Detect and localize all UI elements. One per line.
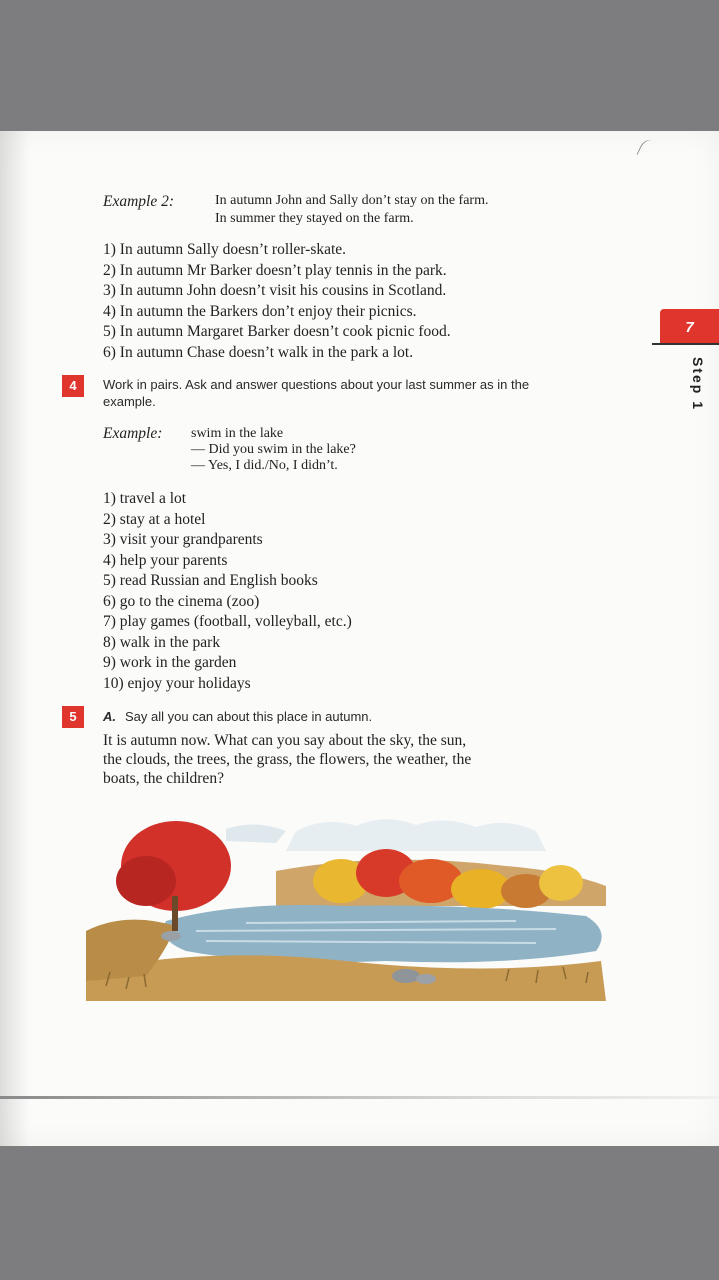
task-4-example-line1: swim in the lake	[191, 426, 284, 441]
task-5-number: 5	[62, 706, 84, 728]
list-item: 1) travel a lot	[103, 490, 187, 507]
task-4-instruction-line1: Work in pairs. Ask and answer questions about your last summer as in the	[103, 377, 530, 392]
task-4-example-label: Example:	[103, 425, 163, 442]
cloud-shape	[226, 824, 286, 843]
step-label: Step 1	[690, 357, 706, 412]
cloud-shape	[286, 819, 546, 851]
rock	[416, 974, 436, 984]
list-item: 2) In autumn Mr Barker doesn’t play tennis in the park.	[103, 261, 447, 279]
summer-activities-list	[103, 489, 352, 694]
tree-trunk	[172, 896, 178, 931]
task-4-number: 4	[62, 375, 84, 397]
example2-line1: In autumn John and Sally don’t stay on the farm.	[215, 193, 489, 208]
list-item: 2) stay at a hotel	[103, 510, 206, 528]
rock	[392, 969, 420, 983]
list-item: 6) In autumn Chase doesn’t walk in the park a lot.	[103, 343, 414, 361]
big-red-tree-shade	[116, 856, 176, 906]
textbook-page	[0, 131, 719, 1146]
chapter-number: 7	[685, 319, 694, 336]
list-item: 7) play games (football, volleyball, etc.)	[103, 613, 352, 630]
list-item: 3) In autumn John doesn’t visit his cousins in Scotland.	[103, 282, 447, 299]
task-4-example-line3: — Yes, I did./No, I didn’t.	[191, 458, 338, 473]
pencil-mark	[637, 136, 661, 161]
list-item: 9) work in the garden	[103, 654, 237, 671]
list-item: 4) help your parents	[103, 551, 228, 569]
page-edge-line	[0, 1096, 719, 1099]
task-5-instruction: Say all you can about this place in autumn.	[125, 709, 373, 724]
yellow-tree	[539, 865, 583, 901]
list-item: 8) walk in the park	[103, 633, 221, 651]
list-item: 6) go to the cinema (zoo)	[103, 592, 260, 610]
list-item: 5) In autumn Margaret Barker doesn’t cook picnic food.	[103, 323, 451, 340]
autumn-lake-illustration	[86, 811, 616, 1001]
rock	[161, 931, 181, 941]
list-item: 3) visit your grandparents	[103, 531, 263, 548]
lake	[164, 905, 602, 962]
task-5-part: A.	[103, 709, 116, 724]
task-4-instruction-line2: example.	[103, 394, 156, 409]
chapter-tab	[660, 309, 719, 345]
task-4-example-line2: — Did you swim in the lake?	[191, 442, 356, 457]
autumn-sentences-list	[103, 240, 451, 363]
page-binding-shadow	[0, 131, 30, 1146]
example2-label: Example 2:	[103, 193, 175, 210]
example2-line2: In summer they stayed on the farm.	[215, 211, 414, 226]
task-5-body-line2: the clouds, the trees, the grass, the flowers, the weather, the	[103, 751, 472, 768]
list-item: 4) In autumn the Barkers don’t enjoy their picnics.	[103, 302, 417, 320]
list-item: 5) read Russian and English books	[103, 572, 318, 589]
side-rule	[652, 343, 719, 345]
task-5-body-line1: It is autumn now. What can you say about the sky, the sun,	[103, 732, 467, 749]
list-item: 10) enjoy your holidays	[103, 674, 251, 692]
list-item: 1) In autumn Sally doesn’t roller-skate.	[103, 241, 347, 258]
near-shore	[86, 955, 606, 1001]
task-5-body-line3: boats, the children?	[103, 770, 224, 787]
